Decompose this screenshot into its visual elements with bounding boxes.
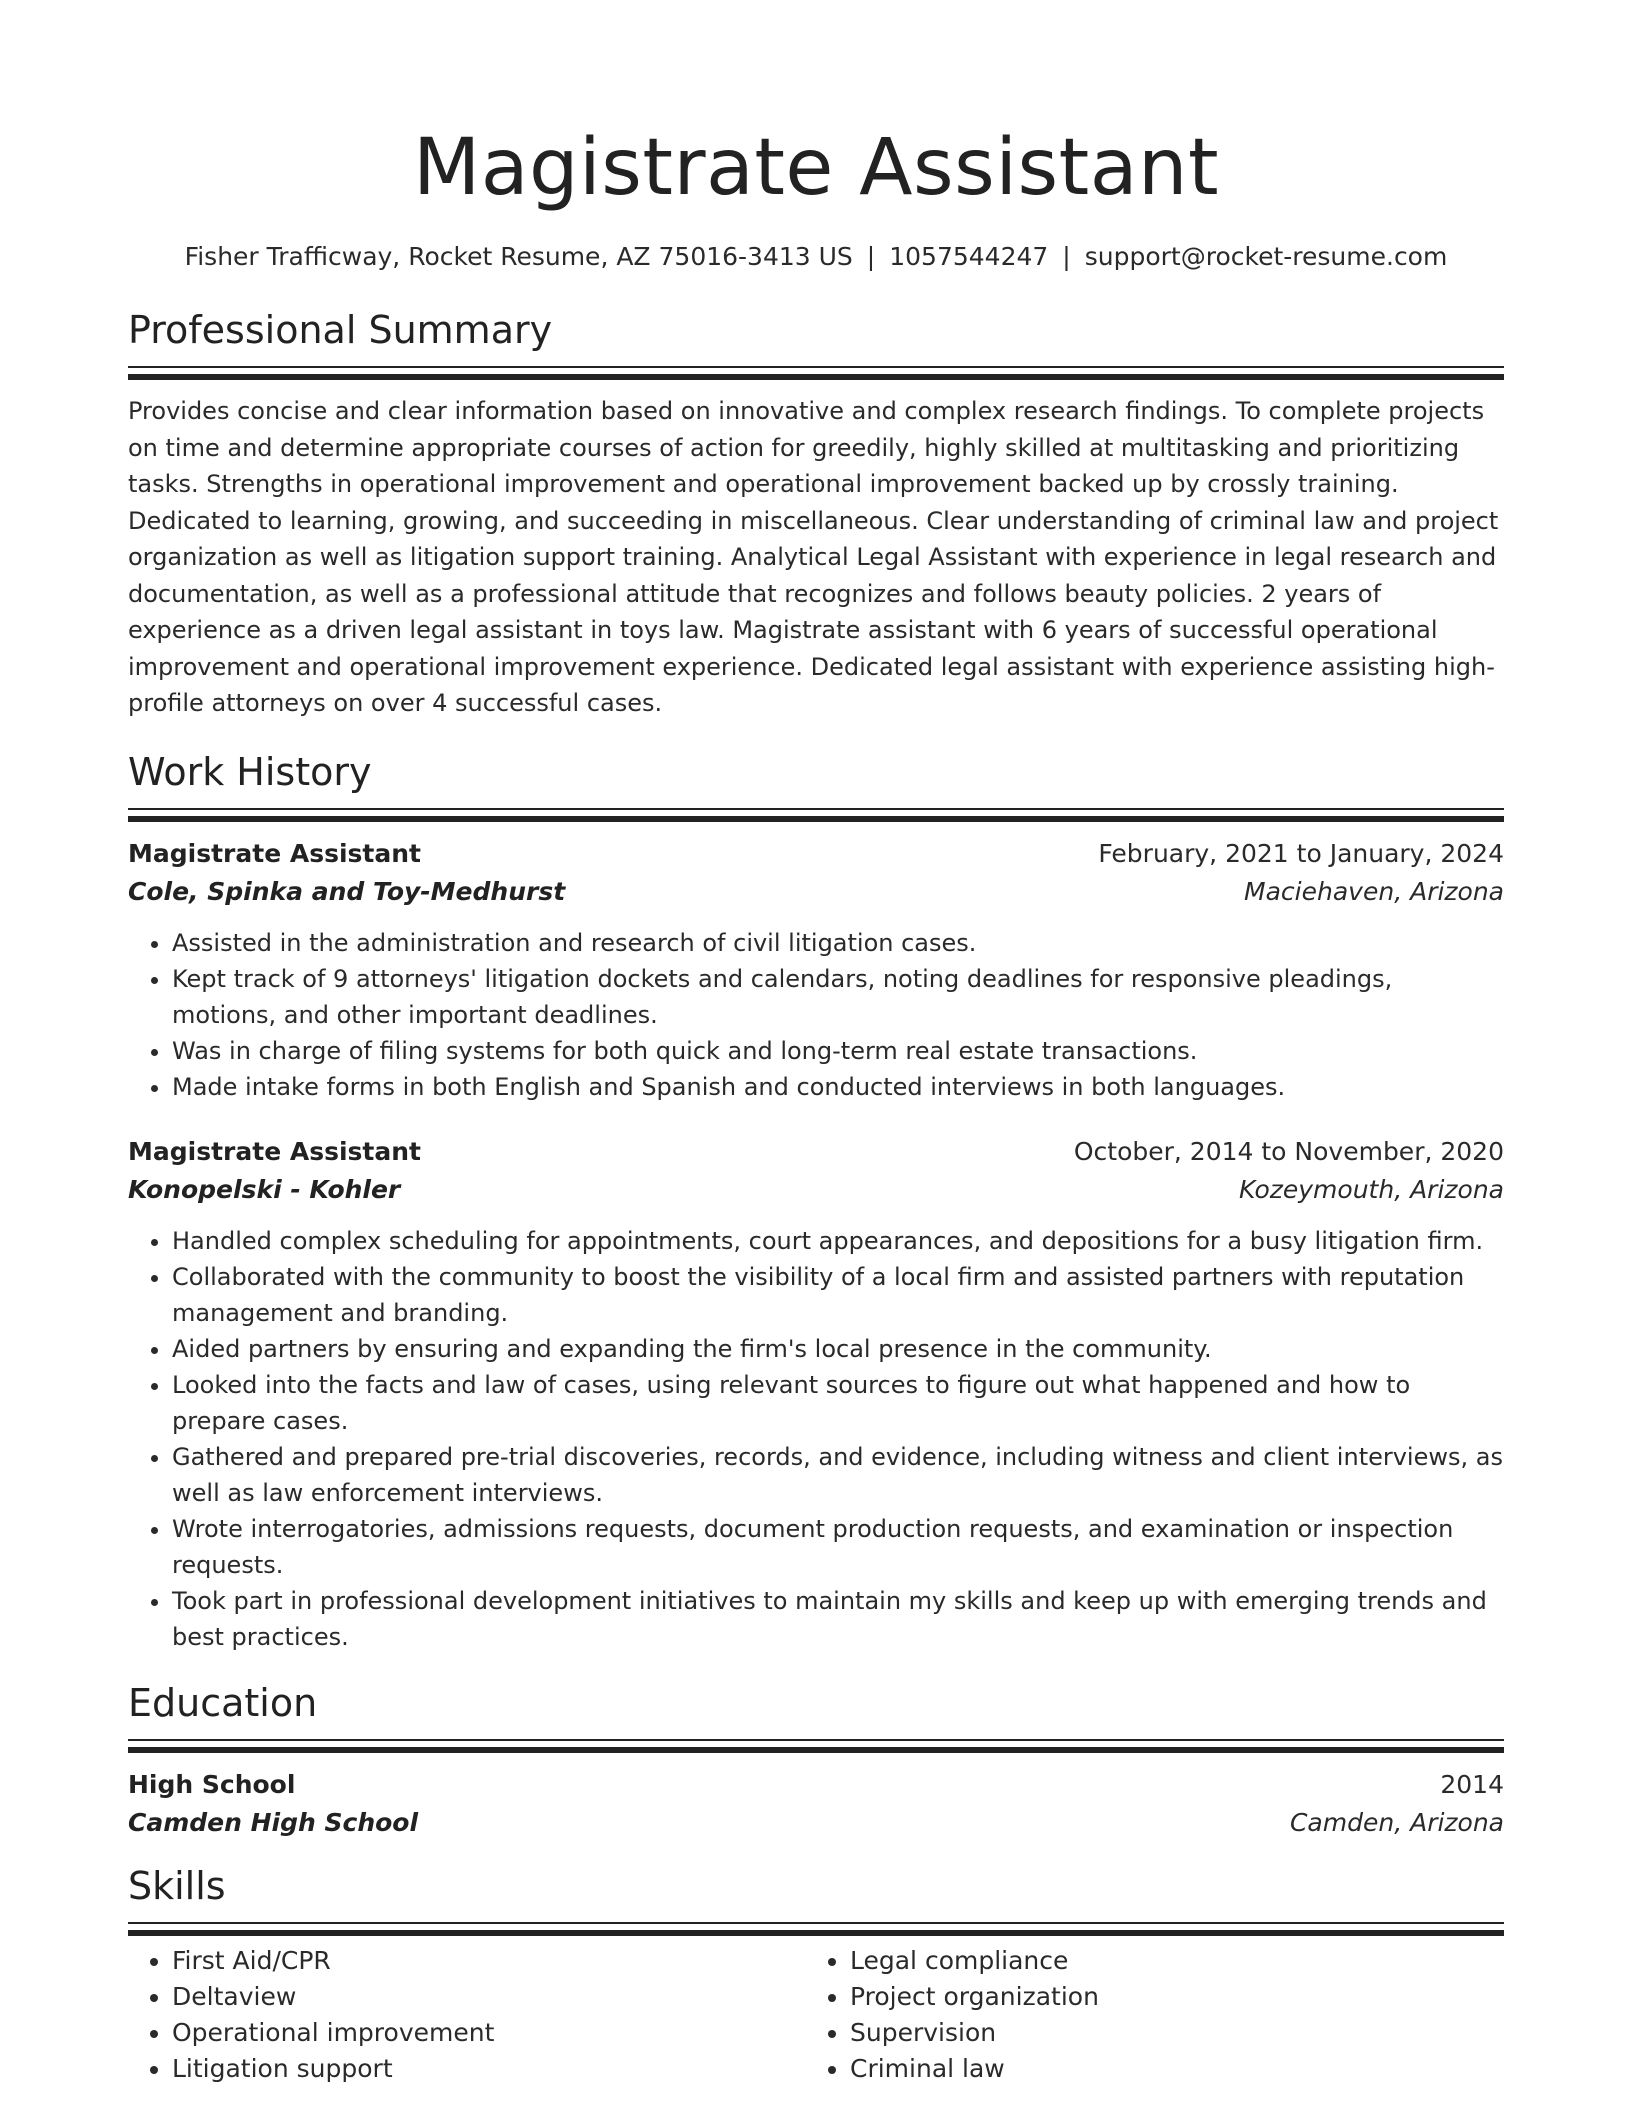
resume-name: Magistrate Assistant <box>412 123 1220 213</box>
job-bullet: • Assisted in the administration and research of civil litigation cases. <box>172 925 1504 961</box>
job-title: Magistrate Assistant <box>128 1136 421 1166</box>
job-bullet: • Wrote interrogatories, admissions requests, document production requests, and examination or inspection requests. <box>172 1511 1504 1583</box>
section-divider <box>128 366 1504 379</box>
job-bullet: • Gathered and prepared pre-trial discoveries, records, and evidence, including witness and client interviews, as well as law enforcement interviews. <box>172 1439 1504 1511</box>
education-entry <box>128 1766 1504 1842</box>
skill-item: • Legal compliance <box>850 1943 1484 1979</box>
job-bullet-list <box>128 925 1504 1105</box>
job-dates: February, 2021 to January, 2024 <box>1098 838 1504 868</box>
job-bullet: • Was in charge of filing systems for both quick and long-term real estate transactions. <box>172 1033 1504 1069</box>
skills-list <box>806 1943 1484 2087</box>
section-divider <box>128 808 1504 821</box>
education-location: Camden, Arizona <box>1289 1807 1504 1837</box>
contact-phone: 1057544247 <box>889 242 1049 271</box>
section-title-skills: Skills <box>128 1863 226 1908</box>
skill-item: • Criminal law <box>850 2051 1484 2087</box>
section-title-work: Work History <box>128 749 372 794</box>
skill-item: • Project organization <box>850 1979 1484 2015</box>
job-dates: October, 2014 to November, 2020 <box>1073 1136 1504 1166</box>
job-bullet: • Handled complex scheduling for appointments, court appearances, and depositions for a busy litigation firm. <box>172 1223 1504 1259</box>
job-bullet: • Kept track of 9 attorneys' litigation dockets and calendars, noting deadlines for responsive pleadings, motions, and other important deadlines. <box>172 961 1504 1033</box>
job-bullet: • Collaborated with the community to boost the visibility of a local firm and assisted partners with reputation management and branding. <box>172 1259 1504 1331</box>
contact-email: support@rocket-resume.com <box>1084 242 1448 271</box>
job-employer: Konopelski - Kohler <box>128 1174 401 1204</box>
job-title: Magistrate Assistant <box>128 838 421 868</box>
job-bullet: • Made intake forms in both English and Spanish and conducted interviews in both languages. <box>172 1069 1504 1105</box>
education-year: 2014 <box>1440 1769 1504 1799</box>
skill-item: • First Aid/CPR <box>172 1943 806 1979</box>
skill-item: • Supervision <box>850 2015 1484 2051</box>
contact-separator: | <box>866 242 876 271</box>
skill-item: • Litigation support <box>172 2051 806 2087</box>
resume-page <box>128 0 1504 2087</box>
education-section <box>128 1679 1504 1842</box>
contact-address: Fisher Trafficway, Rocket Resume, AZ 75016-3413 US <box>184 242 853 271</box>
job-entry <box>128 835 1504 1105</box>
skills-section <box>128 1862 1504 2087</box>
skills-column-right <box>806 1943 1484 2087</box>
work-history-section <box>128 748 1504 1655</box>
skills-columns <box>128 1943 1504 2087</box>
job-location: Kozeymouth, Arizona <box>1238 1174 1504 1204</box>
skill-item: • Operational improvement <box>172 2015 806 2051</box>
job-location: Maciehaven, Arizona <box>1244 876 1504 906</box>
section-divider <box>128 1739 1504 1752</box>
contact-line <box>128 240 1504 274</box>
job-employer: Cole, Spinka and Toy-Medhurst <box>128 876 566 906</box>
education-degree: High School <box>128 1769 296 1799</box>
job-bullet-list <box>128 1223 1504 1655</box>
skill-item: • Deltaview <box>172 1979 806 2015</box>
summary-text: Provides concise and clear information based on innovative and complex research findings. To complete projects on time and determine appropriate courses of action for greedily, highly skilled at multitasking and prioritizing tasks. Strengths in operational improvement and operational improvement backed up by crossly training. Dedicated to learning, growing, and succeeding in miscellaneous. Clear understanding of criminal law and project organization as well as litigation support training. Analytical Legal Assistant with experience in legal research and documentation, as well as a professional attitude that recognizes and follows beauty policies. 2 years of experience as a driven legal assistant in toys law. Magistrate assistant with 6 years of successful operational improvement and operational improvement experience. Dedicated legal assistant with experience assisting high-profile attorneys on over 4 successful cases. <box>128 397 1499 717</box>
job-bullet: • Looked into the facts and law of cases, using relevant sources to figure out what happened and how to prepare cases. <box>172 1367 1504 1439</box>
professional-summary-section <box>128 306 1504 722</box>
section-title-summary: Professional Summary <box>128 308 553 352</box>
job-bullet: • Aided partners by ensuring and expanding the firm's local presence in the community. <box>172 1331 1504 1367</box>
job-bullet: • Took part in professional development initiatives to maintain my skills and keep up with emerging trends and best practices. <box>172 1583 1504 1655</box>
section-title-education: Education <box>128 1680 318 1725</box>
section-divider <box>128 1922 1504 1935</box>
contact-separator: | <box>1062 242 1071 271</box>
skills-column-left <box>128 1943 806 2087</box>
skills-list <box>128 1943 806 2087</box>
job-entry <box>128 1133 1504 1655</box>
education-school: Camden High School <box>128 1807 419 1837</box>
